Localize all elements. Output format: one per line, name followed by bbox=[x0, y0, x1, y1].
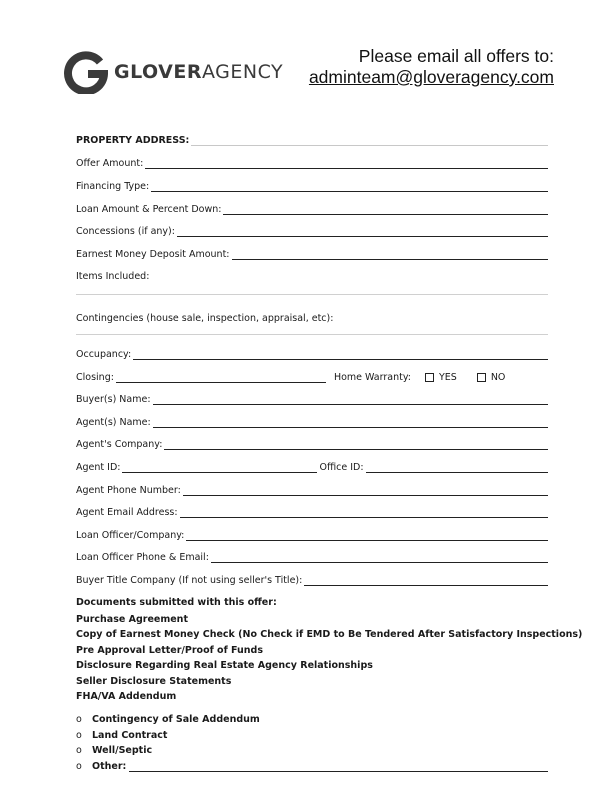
buyer-title-company-field[interactable] bbox=[304, 575, 548, 586]
office-id-field[interactable] bbox=[366, 462, 548, 473]
logo-wordmark-light: AGENCY bbox=[201, 61, 284, 83]
agents-name-field[interactable] bbox=[153, 417, 548, 428]
agent-phone-label: Agent Phone Number: bbox=[76, 485, 181, 496]
property-address-label: PROPERTY ADDRESS: bbox=[76, 135, 190, 146]
agent-email-field[interactable] bbox=[180, 507, 548, 518]
offer-amount-row bbox=[76, 155, 548, 169]
agent-phone-row bbox=[76, 482, 548, 496]
occupancy-field[interactable] bbox=[133, 349, 548, 360]
document-item: Seller Disclosure Statements bbox=[76, 675, 232, 687]
document-item: FHA/VA Addendum bbox=[76, 690, 177, 702]
contingencies-field[interactable] bbox=[76, 334, 548, 335]
documents-heading: Documents submitted with this offer: bbox=[76, 597, 277, 608]
document-item: Copy of Earnest Money Check (No Check if EMD to Be Tendered After Satisfactory Inspections) bbox=[76, 629, 583, 641]
financing-type-row bbox=[76, 178, 548, 192]
agent-email-row bbox=[76, 504, 548, 518]
warranty-yes-label: YES bbox=[438, 372, 457, 383]
occupancy-label: Occupancy: bbox=[76, 349, 132, 360]
glover-g-logo-icon bbox=[64, 50, 108, 94]
offer-amount-label: Offer Amount: bbox=[76, 158, 144, 169]
concessions-label: Concessions (if any): bbox=[76, 226, 175, 237]
checklist-item-label: Contingency of Sale Addendum bbox=[92, 714, 260, 726]
property-address-field[interactable] bbox=[191, 135, 548, 146]
bullet-circle-icon: o bbox=[76, 760, 82, 772]
loan-amount-label: Loan Amount & Percent Down: bbox=[76, 204, 222, 215]
contingencies-label: Contingencies (house sale, inspection, appraisal, etc): bbox=[76, 313, 334, 324]
earnest-money-row bbox=[76, 246, 548, 260]
property-address-row bbox=[76, 132, 548, 146]
items-included-field[interactable] bbox=[76, 294, 548, 295]
email-prompt: Please email all offers to: bbox=[358, 46, 554, 66]
loan-amount-row bbox=[76, 201, 548, 215]
loan-officer-company-field[interactable] bbox=[186, 530, 548, 541]
closing-field[interactable] bbox=[116, 372, 326, 383]
concessions-field[interactable] bbox=[177, 226, 548, 237]
buyer-title-company-row bbox=[76, 572, 548, 586]
contingencies-row bbox=[76, 310, 548, 324]
loan-officer-company-label: Loan Officer/Company: bbox=[76, 530, 185, 541]
bullet-circle-icon: o bbox=[76, 745, 82, 757]
closing-row bbox=[76, 369, 548, 383]
documents-heading-row bbox=[76, 594, 548, 608]
buyers-name-row bbox=[76, 391, 548, 405]
loan-officer-phone-row bbox=[76, 549, 548, 563]
checklist-item-contingency[interactable] bbox=[76, 710, 548, 725]
email-instructions bbox=[309, 46, 554, 88]
closing-label: Closing: bbox=[76, 372, 114, 383]
concessions-row bbox=[76, 223, 548, 237]
agents-name-row bbox=[76, 414, 548, 428]
agents-name-label: Agent(s) Name: bbox=[76, 417, 151, 428]
checklist-item-other[interactable] bbox=[76, 756, 548, 771]
email-address-link[interactable]: adminteam@gloveragency.com bbox=[308, 67, 554, 87]
documents-list bbox=[76, 614, 582, 706]
agent-phone-field[interactable] bbox=[183, 485, 548, 496]
agent-id-field[interactable] bbox=[122, 462, 317, 473]
items-included-row bbox=[76, 268, 548, 282]
document-item: Purchase Agreement bbox=[76, 614, 188, 625]
occupancy-row bbox=[76, 346, 548, 360]
agents-company-label: Agent's Company: bbox=[76, 439, 163, 450]
buyers-name-field[interactable] bbox=[153, 394, 548, 405]
agent-id-label: Agent ID: bbox=[76, 462, 121, 473]
warranty-yes-checkbox[interactable] bbox=[425, 373, 434, 382]
home-warranty-label: Home Warranty: bbox=[333, 372, 411, 383]
bullet-circle-icon: o bbox=[76, 714, 82, 726]
agents-company-field[interactable] bbox=[164, 439, 548, 450]
loan-amount-field[interactable] bbox=[223, 204, 548, 215]
warranty-no-checkbox[interactable] bbox=[477, 373, 486, 382]
financing-type-label: Financing Type: bbox=[76, 181, 150, 192]
agent-id-row bbox=[76, 459, 548, 473]
document-item: Disclosure Regarding Real Estate Agency Relationships bbox=[76, 660, 373, 672]
loan-officer-phone-field[interactable] bbox=[211, 552, 548, 563]
checklist-item-land-contract[interactable] bbox=[76, 725, 548, 740]
agency-logo bbox=[64, 50, 283, 94]
earnest-money-label: Earnest Money Deposit Amount: bbox=[76, 249, 230, 260]
agents-company-row bbox=[76, 436, 548, 450]
earnest-money-field[interactable] bbox=[232, 249, 548, 260]
offer-amount-field[interactable] bbox=[145, 158, 548, 169]
logo-wordmark bbox=[114, 61, 283, 83]
checklist-item-label: Other: bbox=[92, 760, 127, 772]
checklist-item-label: Land Contract bbox=[92, 729, 168, 741]
logo-wordmark-bold: GLOVER bbox=[114, 61, 202, 83]
warranty-no-label: NO bbox=[490, 372, 506, 383]
loan-officer-phone-label: Loan Officer Phone & Email: bbox=[76, 552, 209, 563]
buyer-title-company-label: Buyer Title Company (If not using seller's Title): bbox=[76, 575, 303, 586]
loan-officer-company-row bbox=[76, 527, 548, 541]
office-id-label: Office ID: bbox=[319, 462, 364, 473]
document-item: Pre Approval Letter/Proof of Funds bbox=[76, 644, 264, 656]
addendum-checklist bbox=[76, 710, 548, 772]
bullet-circle-icon: o bbox=[76, 729, 82, 741]
items-included-label: Items Included: bbox=[76, 271, 150, 282]
checklist-item-label: Well/Septic bbox=[92, 745, 153, 757]
financing-type-field[interactable] bbox=[151, 181, 548, 192]
agent-email-label: Agent Email Address: bbox=[76, 507, 178, 518]
checklist-item-well-septic[interactable] bbox=[76, 741, 548, 756]
buyers-name-label: Buyer(s) Name: bbox=[76, 394, 151, 405]
other-field[interactable] bbox=[129, 761, 548, 772]
